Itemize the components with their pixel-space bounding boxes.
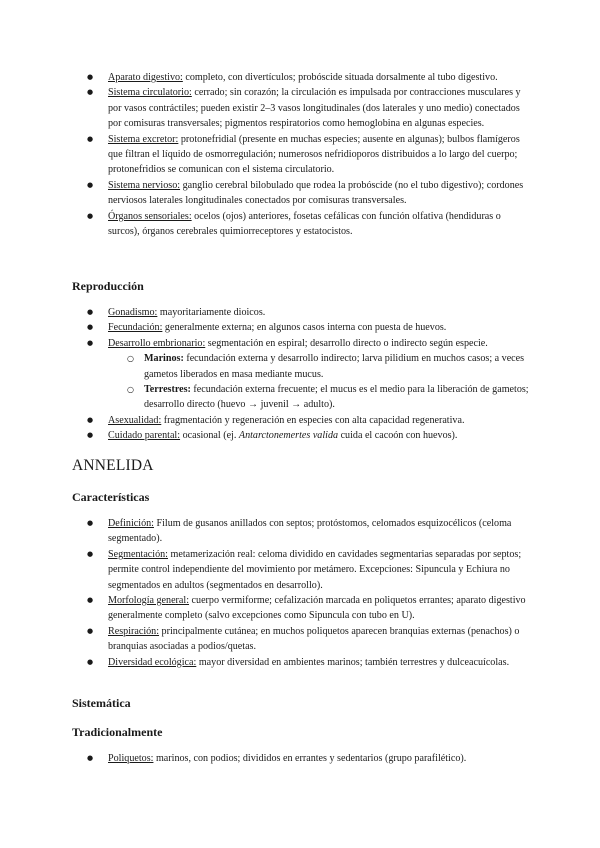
item-term: Aparato digestivo: (108, 72, 183, 83)
list-item (0, 516, 600, 547)
list-item (0, 320, 600, 335)
item-text: principalmente cutánea; en muchos poliquetos aparecen branquias externas (penachos) o branquias asociadas a podios/quetas. (108, 625, 520, 653)
sub-item-text: fecundación externa y desarrollo indirecto; larva pilidium en muchos casos; a veces gametos liberados en masa mediante mucus. (144, 353, 525, 380)
list-item (0, 547, 600, 593)
item-text: cuerpo vermiforme; cefalización marcada en poliquetos errantes; aparato digestivo generalmente completo (salvo excepciones como Sipuncula con tubo en U). (108, 595, 526, 622)
list-item (0, 178, 600, 209)
item-text: mayoritariamente dioicos. (157, 307, 266, 318)
species-name: Antarctonemertes valida (238, 430, 339, 442)
item-text: segmentación en espiral; desarrollo directo o indirecto según especie. (205, 337, 488, 349)
item-text: completo, con divertículos; probóscide situada dorsalmente al tubo digestivo. (182, 72, 498, 83)
item-text: mayor diversidad en ambientes marinos; también terrestres y dulceacuícolas. (196, 656, 510, 668)
item-term: Definición: (108, 518, 154, 529)
anatomy-list (0, 70, 600, 239)
item-term: Sistema nervioso: (108, 179, 181, 191)
reproduccion-section (0, 305, 600, 444)
item-term: Sistema excretor: (108, 133, 179, 145)
item-text: Filum de gusanos anillados con septos; protóstomos, celomados esquizocélicos (celoma segmentado). (108, 518, 512, 545)
item-text: cuida el cacoón con huevos). (338, 430, 458, 442)
item-term: Poliquetos: (108, 753, 154, 764)
list-item (0, 655, 600, 670)
reproduccion-list (0, 305, 600, 444)
list-item (0, 336, 600, 413)
item-term: Gonadismo: (108, 307, 158, 318)
caracteristicas-section (0, 516, 600, 670)
item-term: Morfología general: (108, 595, 190, 607)
item-text: metamerización real: celoma dividido en cavidades segmentarias separadas por septos; permite control independiente del movimiento por metámero. Excepciones: Sipuncula y Echiura no segmentados en adultos (segmentados en desarrollo). (108, 548, 522, 591)
sub-list-item (0, 382, 600, 413)
tradicional-heading: Tradicionalmente (72, 725, 163, 739)
tradicional-section (0, 751, 600, 766)
item-term: Diversidad ecológica: (108, 656, 197, 668)
list-item (0, 209, 600, 240)
tradicional-list (0, 751, 600, 766)
item-term: Órganos sensoriales: (108, 210, 192, 222)
anatomy-section (0, 70, 600, 239)
item-term: Cuidado parental: (108, 430, 181, 442)
item-term: Asexualidad: (108, 414, 162, 426)
annelida-title: ANNELIDA (72, 457, 154, 474)
item-term: Segmentación: (108, 548, 168, 560)
sub-list-item (0, 351, 600, 382)
caracteristicas-heading: Características (72, 490, 150, 504)
list-item (0, 428, 600, 443)
caracteristicas-list (0, 516, 600, 670)
sistematica-heading: Sistemática (72, 696, 131, 710)
item-text: cerrado; sin corazón; la circulación es impulsada por contracciones musculares y por vasos contráctiles; pueden existir 2–3 vasos longitudinales (dos laterales y uno medio) conectados por comisuras transversales; pigmentos respiratorios como hemoglobina en algunas especies. (108, 87, 521, 130)
list-item (0, 85, 600, 131)
list-item (0, 751, 600, 766)
item-text: fragmentación y regeneración en especies con alta capacidad regenerativa. (161, 414, 465, 426)
desarrollo-sublist (0, 351, 600, 413)
item-term: Respiración: (108, 625, 160, 637)
reproduccion-heading: Reproducción (72, 279, 144, 293)
sub-item-text: fecundación externa frecuente; el mucus es el medio para la liberación de gametos; desarrollo directo (huevo → juvenil → adulto). (144, 384, 529, 411)
sub-item-term: Marinos: (144, 353, 184, 365)
item-text: marinos, con podios; divididos en errantes y sedentarios (grupo parafilético). (153, 753, 467, 764)
item-term: Sistema circulatorio: (108, 87, 192, 99)
item-text: ganglio cerebral bilobulado que rodea la probóscide (no el tubo digestivo); cordones nerviosos laterales longitudinales conectados por comisuras transversales. (108, 179, 524, 207)
item-term: Fecundación: (108, 322, 163, 334)
list-item (0, 413, 600, 428)
item-text: ocasional (ej. (180, 430, 239, 442)
item-term: Desarrollo embrionario: (108, 337, 206, 349)
list-item (0, 70, 600, 85)
item-text: ocelos (ojos) anteriores, fosetas cefálicas con función olfativa (hendiduras o surcos), órganos cerebrales quimiorreceptores y estatocistos. (108, 210, 501, 238)
list-item (0, 593, 600, 624)
list-item (0, 305, 600, 320)
list-item (0, 132, 600, 178)
item-text: protonefridial (presente en muchas especies; ausente en algunas); bulbos flamígeros que filtran el líquido de osmorregulación; numerosos nefridioporos distribuidos a lo largo del cuerpo; protonefridios se comunican con el sistema circulatorio. (108, 133, 520, 176)
list-item (0, 624, 600, 655)
item-text: generalmente externa; en algunos casos interna con puesta de huevos. (162, 322, 447, 334)
sub-item-term: Terrestres: (144, 384, 191, 396)
